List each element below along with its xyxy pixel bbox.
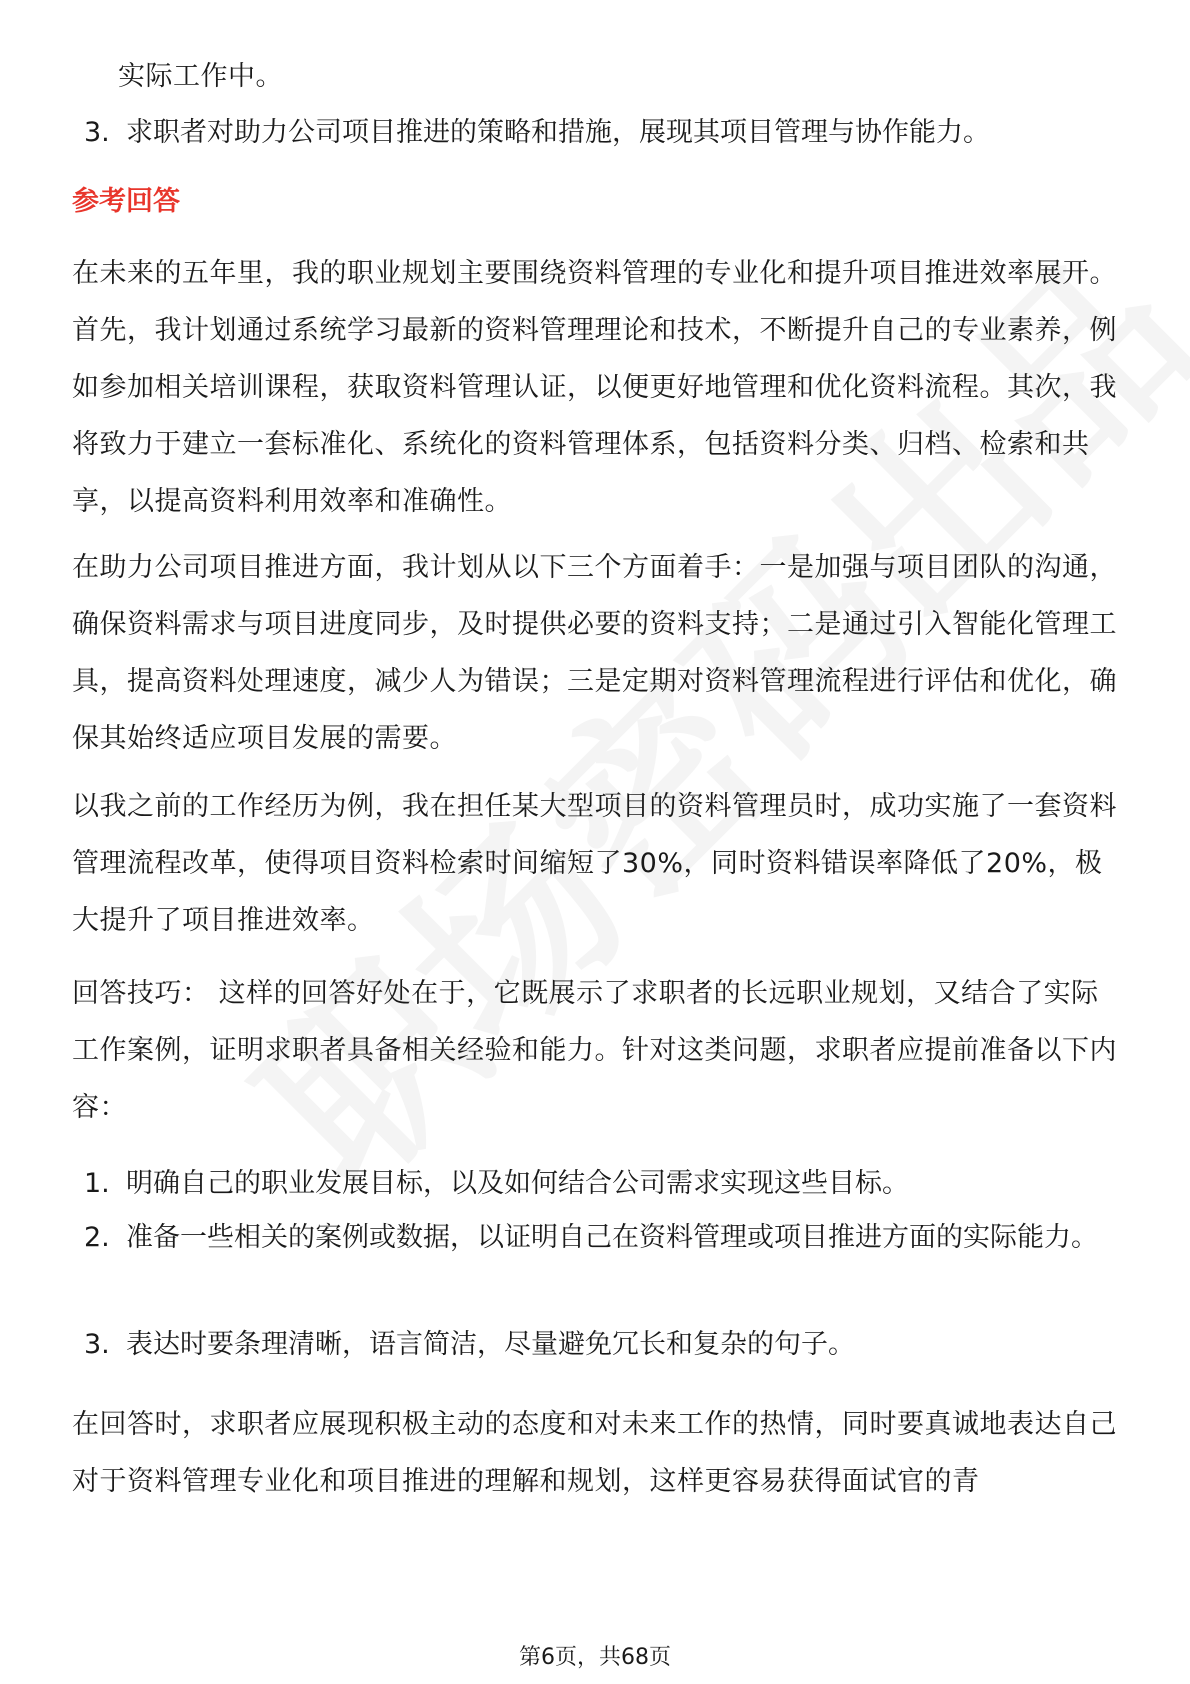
list-number: 1. [84, 1168, 110, 1199]
list-text: 准备一些相关的案例或数据，以证明自己在资料管理或项目推进方面的实际能力。 [126, 1222, 1098, 1253]
list-text: 求职者对助力公司项目推进的策略和措施，展现其项目管理与协作能力。 [126, 117, 990, 148]
list-text: 表达时要条理清晰，语言简洁，尽量避免冗长和复杂的句子。 [126, 1329, 855, 1360]
list-number: 3. [84, 117, 110, 148]
paragraph-work-example: 以我之前的工作经历为例，我在担任某大型项目的资料管理员时，成功实施了一套资料管理流程改革，使得项目资料检索时间缩短了30%，同时资料错误率降低了20%，极大提升了项目推进效率。 [72, 791, 1117, 936]
list-item [84, 104, 1124, 161]
list-continuation-text: 实际工作中。 [118, 61, 283, 92]
list-text: 明确自己的职业发展目标，以及如何结合公司需求实现这些目标。 [126, 1168, 909, 1199]
list-number: 3. [84, 1329, 110, 1360]
page-number-footer: 第6页，共68页 [519, 1645, 671, 1670]
list-item [84, 1209, 1124, 1266]
paragraph-closing: 在回答时，求职者应展现积极主动的态度和对未来工作的热情，同时要真诚地表达自己对于资料管理专业化和项目推进的理解和规划，这样更容易获得面试官的青 [72, 1409, 1117, 1497]
list-item [84, 1155, 1124, 1212]
paragraph-career-plan: 在未来的五年里，我的职业规划主要围绕资料管理的专业化和提升项目推进效率展开。首先，我计划通过系统学习最新的资料管理理论和技术，不断提升自己的专业素养，例如参加相关培训课程，获取资料管理认证，以便更好地管理和优化资料流程。其次，我将致力于建立一套标准化、系统化的资料管理体系，包括资料分类、归档、检索和共享，以提高资料利用效率和准确性。 [72, 258, 1117, 517]
paragraph-answer-tips: 回答技巧： 这样的回答好处在于，它既展示了求职者的长远职业规划，又结合了实际工作案例，证明求职者具备相关经验和能力。针对这类问题，求职者应提前准备以下内容： [72, 978, 1117, 1123]
reference-answer-heading: 参考回答 [72, 186, 180, 217]
list-item [84, 1316, 1124, 1373]
paragraph-project-support: 在助力公司项目推进方面，我计划从以下三个方面着手：一是加强与项目团队的沟通，确保资料需求与项目进度同步，及时提供必要的资料支持；二是通过引入智能化管理工具，提高资料处理速度，减少人为错误；三是定期对资料管理流程进行评估和优化，确保其始终适应项目发展的需要。 [72, 552, 1117, 754]
list-number: 2. [84, 1222, 110, 1253]
